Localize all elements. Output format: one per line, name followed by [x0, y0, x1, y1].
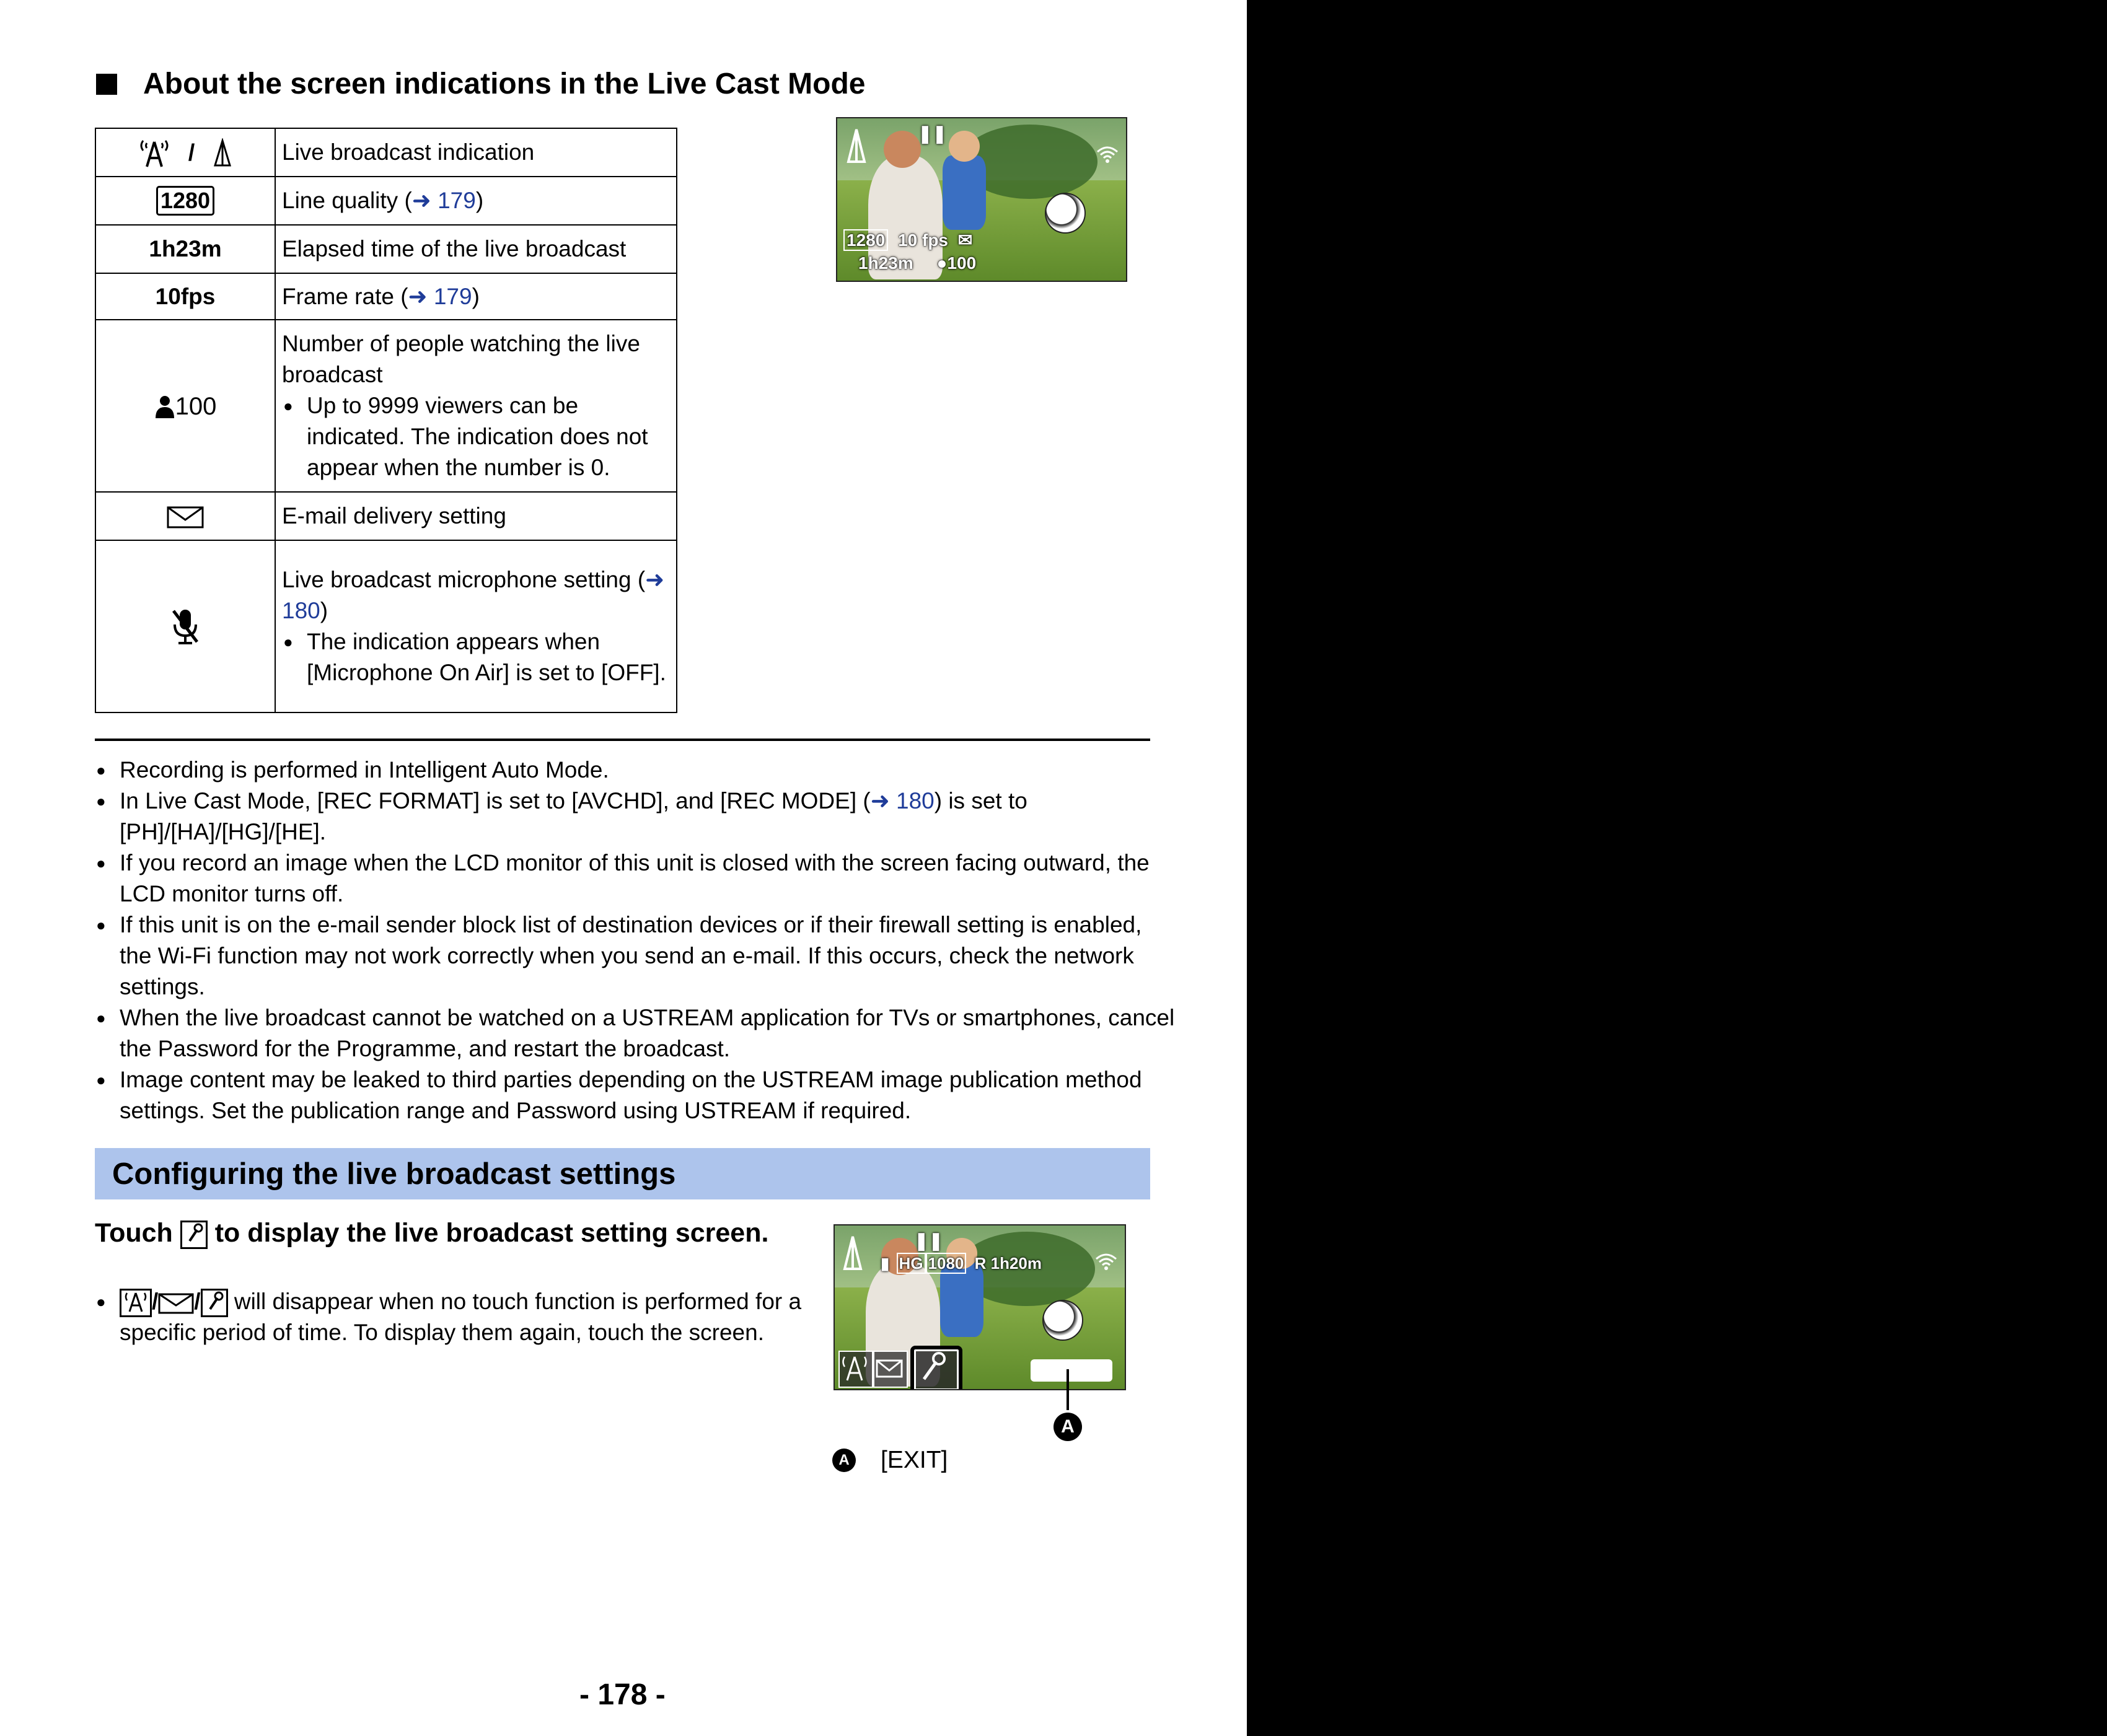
remaining-time-osd: R 1h20m [974, 1254, 1042, 1273]
elapsed-time-osd: 1h23m [858, 253, 913, 273]
table-row [95, 320, 677, 492]
callout-marker: A [1054, 1413, 1082, 1441]
separator: / [194, 1289, 201, 1314]
note-item: ● Recording is performed in Intelligent Auto Mode. [120, 755, 1179, 786]
step-instruction [95, 1216, 807, 1250]
indications-table [95, 128, 677, 713]
note-item [120, 786, 1179, 848]
indication-cell [95, 273, 275, 320]
viewer-icon [154, 395, 175, 418]
description-text: ) [472, 283, 480, 309]
indication-cell [95, 492, 275, 540]
indication-cell [95, 540, 275, 712]
description-text: Live broadcast indication [282, 139, 535, 165]
viewer-icon: ● [936, 253, 948, 273]
description-cell [275, 128, 677, 177]
settings-tool-icon [201, 1289, 228, 1317]
description-cell [275, 492, 677, 540]
indication-cell [95, 177, 275, 225]
description-bullets [282, 626, 670, 688]
note-item [120, 1286, 832, 1348]
description-text: ) [475, 188, 484, 213]
frame-rate-indication: 10fps [155, 283, 216, 309]
page-reference-link[interactable]: ➜ 180 [282, 567, 665, 623]
callout-marker: A [832, 1449, 856, 1472]
page-reference-link[interactable]: ➜ 180 [870, 788, 935, 813]
viewer-count: 100 [175, 393, 217, 421]
pause-icon: ❚❚ [914, 1231, 943, 1250]
description-text: ) [320, 598, 328, 623]
wifi-icon [1096, 146, 1119, 163]
section-title [96, 67, 866, 101]
table-row [95, 225, 677, 273]
description-text: Elapsed time of the live broadcast [282, 236, 627, 261]
note-text: ) is set to [PH]/[HA]/[HG]/[HE]. [120, 788, 1027, 844]
settings-tool-icon [180, 1221, 208, 1249]
live-broadcast-settings-preview [834, 1224, 1126, 1390]
line-quality-icon: 1280 [156, 186, 214, 216]
note-item: ● When the live broadcast cannot be watched on a USTREAM application for TVs or smartphones, cancel the Password for the Programme, and restart the broadcast. [120, 1002, 1179, 1064]
note-item: ● Image content may be leaked to third parties depending on the USTREAM image publication method settings. Set the publication range and Password using USTREAM if required. [120, 1064, 1179, 1126]
microphone-off-icon [170, 607, 201, 646]
section-divider [95, 739, 1150, 741]
table-row [95, 540, 677, 712]
page-reference-link[interactable]: ➜ 179 [408, 283, 472, 309]
antenna-icon [842, 1234, 863, 1271]
table-row [95, 177, 677, 225]
callout-line [1067, 1369, 1069, 1410]
step-notes [95, 1286, 832, 1348]
description-cell [275, 273, 677, 320]
note-text: will disappear when no touch function is performed for a specific period of time. To display them again, touch the screen. [120, 1289, 802, 1346]
email-icon: ✉ [957, 230, 973, 250]
callout-label: [EXIT] [881, 1447, 948, 1473]
child-figure [940, 1263, 983, 1337]
description-text: Frame rate ( [282, 283, 408, 309]
elapsed-time-indication: 1h23m [149, 236, 222, 261]
child-figure [943, 156, 986, 230]
section-title-text: About the screen indications in the Live Cast Mode [143, 68, 866, 100]
description-text: Line quality ( [282, 188, 412, 213]
live-cast-screen-preview [836, 117, 1127, 282]
resolution-osd: 1080 [926, 1253, 967, 1274]
antenna-icon [211, 138, 234, 168]
email-icon [167, 505, 204, 530]
description-cell [275, 540, 677, 712]
indication-cell [95, 225, 275, 273]
soccer-ball [1042, 1300, 1083, 1341]
rec-format-osd: HG [897, 1253, 926, 1274]
line-quality-osd: 1280 [843, 229, 888, 251]
step-text: Touch [95, 1218, 173, 1248]
card-icon: ▮ [881, 1254, 890, 1273]
note-text: In Live Cast Mode, [REC FORMAT] is set to [AVCHD], and [REC MODE] ( [120, 788, 871, 813]
callout-legend [832, 1447, 948, 1474]
description-bullets [282, 390, 670, 483]
table-row [95, 492, 677, 540]
antenna-icon [846, 127, 867, 164]
email-icon [158, 1291, 194, 1315]
exit-button[interactable] [1031, 1359, 1112, 1382]
indication-cell [95, 128, 275, 177]
square-bullet-icon [96, 74, 117, 95]
table-row [95, 273, 677, 320]
live-broadcast-icon [120, 1289, 152, 1317]
pause-icon: ❚❚ [918, 124, 947, 143]
separator: / [152, 1289, 159, 1314]
icon-separator: / [188, 139, 195, 166]
live-broadcast-button[interactable] [838, 1351, 873, 1388]
step-text: to display the live broadcast setting screen. [214, 1218, 769, 1248]
description-text: E-mail delivery setting [282, 503, 506, 528]
antenna-on-air-icon [137, 137, 172, 169]
wifi-icon [1095, 1253, 1117, 1270]
page-number: - 178 - [579, 1678, 666, 1711]
indication-cell [95, 320, 275, 492]
config-heading-bar [95, 1148, 1150, 1199]
soccer-ball [1045, 193, 1086, 234]
config-heading: Configuring the live broadcast settings [112, 1157, 676, 1191]
notes-list [95, 755, 1179, 1126]
email-button[interactable] [873, 1351, 908, 1388]
bullet-item: ● The indication appears when [Microphone On Air] is set to [OFF]. [307, 626, 670, 688]
description-cell [275, 177, 677, 225]
note-item: ● If this unit is on the e-mail sender block list of destination devices or if their firewall setting is enabled, the Wi-Fi function may not work correctly when you send an e-mail. If this occurs, check the network settings. [120, 910, 1179, 1002]
description-cell [275, 225, 677, 273]
bullet-item: ● Up to 9999 viewers can be indicated. The indication does not appear when the number is 0. [307, 390, 670, 483]
settings-button[interactable] [910, 1346, 962, 1390]
description-text: Number of people watching the live broadcast [282, 331, 640, 387]
page-reference-link[interactable]: ➜ 179 [411, 188, 476, 213]
note-item: ● If you record an image when the LCD monitor of this unit is closed with the screen facing outward, the LCD monitor turns off. [120, 848, 1179, 910]
description-text: Live broadcast microphone setting ( [282, 567, 646, 592]
black-margin-panel [1247, 0, 2107, 1736]
table-row [95, 128, 677, 177]
frame-rate-osd: 10 fps [898, 230, 949, 250]
viewer-count-osd: 100 [947, 253, 977, 273]
description-cell [275, 320, 677, 492]
